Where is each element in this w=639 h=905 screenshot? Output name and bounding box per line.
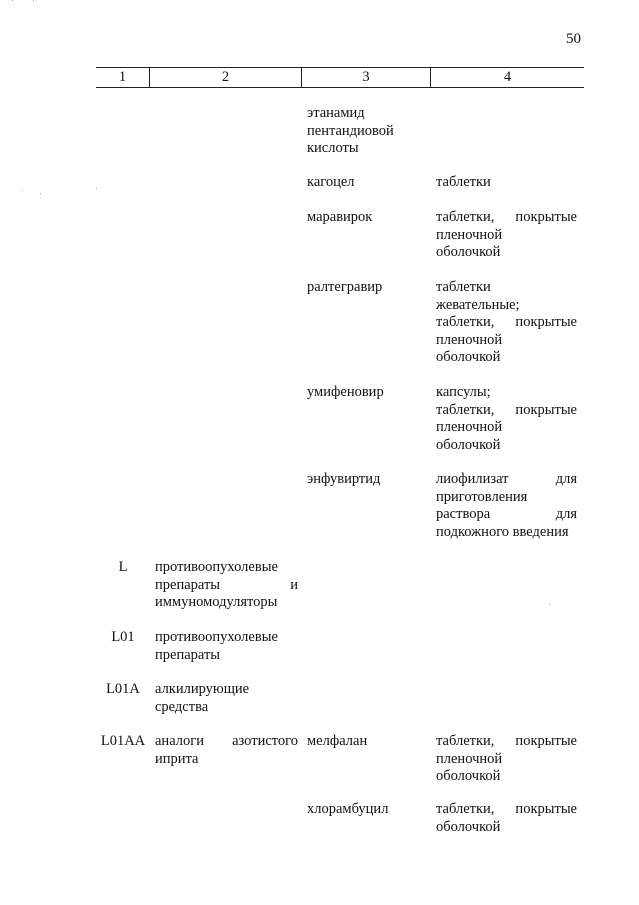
cell-text-line: L01A <box>106 681 140 697</box>
cell-text-line: оболочкой <box>436 436 501 453</box>
cell-text-line: лиофилизат для <box>436 471 577 487</box>
cell-text-line: L <box>118 559 128 575</box>
cell-text-line: препараты <box>155 646 221 663</box>
drug-name-cell <box>307 801 425 819</box>
page-number: 50 <box>566 31 581 47</box>
cell-text-line: таблетки, покрытые <box>436 314 577 330</box>
cell-text-line: пентандиовой <box>307 122 394 139</box>
cell-text-line: таблетки, покрытые <box>436 401 577 418</box>
drug-name-cell <box>307 471 425 489</box>
cell-text-line: пленочной <box>436 226 503 243</box>
cell-text-line: кислоты <box>307 140 359 156</box>
cell-text-line: ралтегравир <box>307 279 383 295</box>
cell-text-line: оболочкой <box>436 244 501 260</box>
cell-text-line: оболочкой <box>436 349 501 365</box>
cell-text-line: таблетки <box>436 174 491 190</box>
drug-name-cell <box>307 279 425 297</box>
cell-text-line: этанамид <box>307 105 365 121</box>
cell-text-line: энфувиртид <box>307 471 381 487</box>
group-name-cell <box>155 559 298 612</box>
cell-text-line: таблетки, покрытые <box>436 801 577 817</box>
group-name-cell <box>155 629 298 664</box>
code-cell <box>96 681 150 699</box>
scan-speck <box>33 0 34 1</box>
cell-text-line: противоопухолевые <box>155 559 278 575</box>
group-name-cell <box>155 681 298 716</box>
cell-text-line: таблетки, покрытые <box>436 733 577 749</box>
cell-text-line: пленочной <box>436 750 503 767</box>
dosage-form-cell <box>436 209 577 262</box>
dosage-form-cell <box>436 174 577 192</box>
header-bottom-rule <box>96 87 584 88</box>
cell-text-line: оболочкой <box>436 768 501 784</box>
cell-text-line: капсулы; <box>436 384 491 400</box>
cell-text-line: пленочной <box>436 331 503 348</box>
group-name-cell <box>155 733 298 768</box>
header-col-4: 4 <box>503 69 512 85</box>
dosage-form-cell <box>436 801 577 836</box>
dosage-form-cell <box>436 384 577 454</box>
cell-text-line: средства <box>155 698 209 715</box>
cell-text-line: пленочной <box>436 419 503 435</box>
cell-text-line: приготовления <box>436 488 528 505</box>
header-top-rule <box>96 67 584 68</box>
cell-text-line: препараты и <box>155 576 298 593</box>
cell-text-line: противоопухолевые <box>155 629 278 645</box>
header-col-3: 3 <box>362 69 370 85</box>
cell-text-line: таблетки, покрытые <box>436 209 577 225</box>
dosage-form-cell <box>436 279 577 367</box>
table-header <box>96 67 584 88</box>
scan-speck <box>12 0 13 1</box>
scan-speck <box>22 190 23 191</box>
drug-name-cell <box>307 733 425 751</box>
scan-speck <box>40 193 41 194</box>
cell-text-line: маравирок <box>307 209 373 225</box>
cell-text-line: умифеновир <box>307 384 384 400</box>
scan-speck <box>549 604 550 605</box>
cell-text-line: хлорамбуцил <box>307 801 389 817</box>
code-cell <box>96 629 150 647</box>
cell-text-line: кагоцел <box>307 174 355 190</box>
header-col-2: 2 <box>221 69 230 85</box>
cell-text-line: алкилирующие <box>155 681 250 697</box>
dosage-form-cell <box>436 733 577 786</box>
drug-name-cell <box>307 105 425 158</box>
cell-text-line: оболочкой <box>436 818 501 835</box>
cell-text-line: L01 <box>111 629 135 645</box>
drug-name-cell <box>307 209 425 227</box>
cell-text-line: таблетки <box>436 279 491 295</box>
cell-text-line: иприта <box>155 750 199 767</box>
dosage-form-cell <box>436 471 577 541</box>
cell-text-line: подкожного введения <box>436 523 569 540</box>
cell-text-line: иммуномодуляторы <box>155 594 278 610</box>
cell-text-line: жевательные; <box>436 296 520 313</box>
header-col-1: 1 <box>118 69 127 85</box>
drug-name-cell <box>307 174 425 192</box>
cell-text-line: L01AA <box>100 733 146 749</box>
code-cell <box>96 733 150 751</box>
cell-text-line: аналоги азотистого <box>155 733 298 749</box>
code-cell <box>96 559 150 577</box>
cell-text-line: раствора для <box>436 506 577 522</box>
scan-speck <box>96 188 97 189</box>
drug-name-cell <box>307 384 425 402</box>
cell-text-line: мелфалан <box>307 733 368 749</box>
